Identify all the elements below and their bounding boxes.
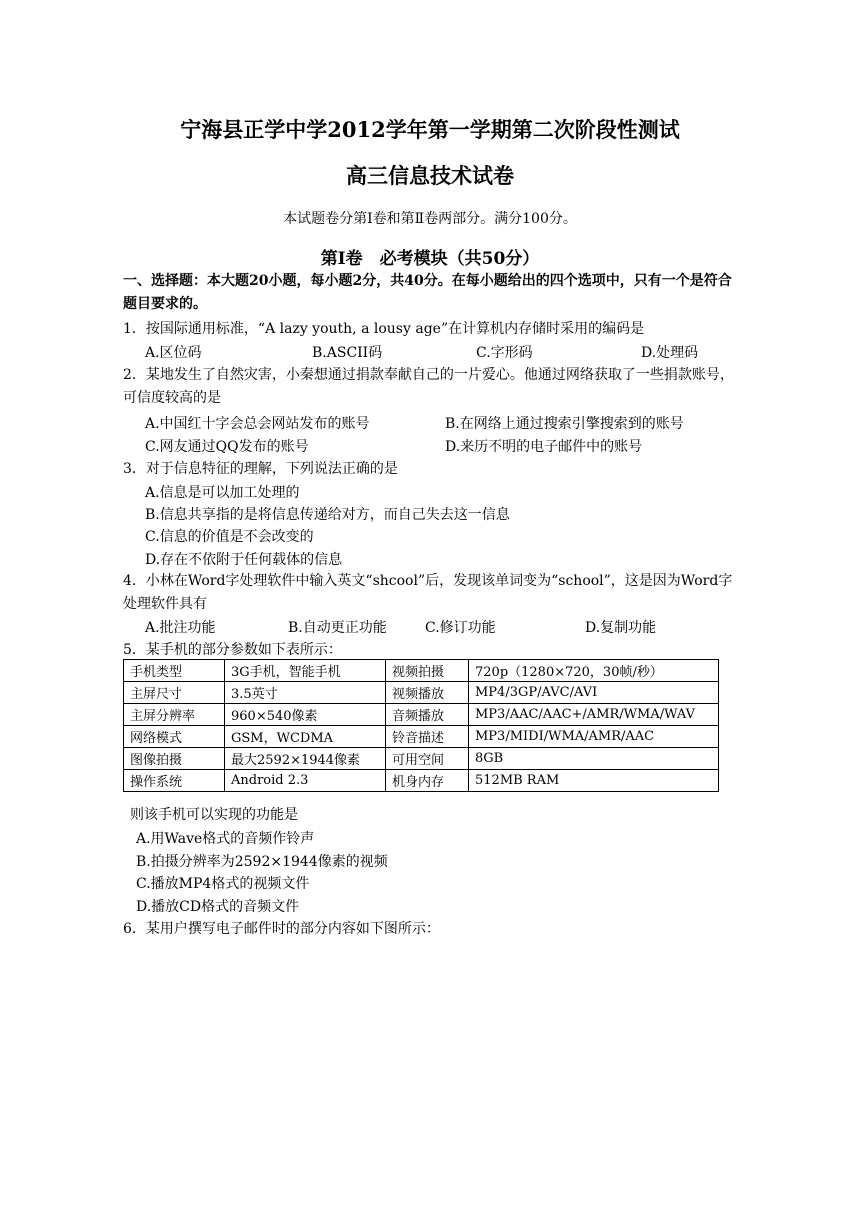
table-cell: 3.5英寸 [225, 682, 386, 704]
table-cell: MP3/AAC/AAC+/AMR/WMA/WAV [469, 704, 719, 726]
q3-option-b: B.信息共享指的是将信息传递给对方，而自己失去这一信息 [145, 507, 510, 523]
q5-option-a: A.用Wave格式的音频作铃声 [136, 831, 315, 847]
table-row [124, 748, 719, 770]
q2-option-b: B.在网络上通过搜索引擎搜索到的账号 [445, 416, 684, 432]
q2-option-d: D.来历不明的电子邮件中的账号 [445, 439, 643, 455]
table-cell: 8GB [469, 748, 719, 770]
table-row [124, 726, 719, 748]
table-cell: 最大2592×1944像素 [225, 748, 386, 770]
exam-subtitle: 高三信息技术试卷 [346, 163, 514, 188]
section-title: 第Ⅰ卷 必考模块（共50分） [320, 249, 540, 269]
q1-option-c: C.字形码 [476, 345, 533, 361]
q3-option-c: C.信息的价值是不会改变的 [145, 529, 314, 545]
table-cell: Android 2.3 [225, 770, 386, 792]
q3-stem: 3．对于信息特征的理解，下列说法正确的是 [123, 461, 398, 477]
table-cell: 主屏分辨率 [124, 704, 225, 726]
phone-spec-table [123, 659, 719, 792]
q2-option-a: A.中国红十字会总会网站发布的账号 [145, 416, 370, 432]
q1-stem: 1．按国际通用标准，“A lazy youth, a lousy age”在计算机内存储时采用的编码是 [123, 321, 645, 337]
table-cell: GSM，WCDMA [225, 726, 386, 748]
q2-stem: 2．某地发生了自然灾害，小秦想通过捐款奉献自己的一片爱心。他通过网络获取了一些捐款账号，可信度较高的是 [123, 367, 734, 406]
q3-option-d: D.存在不依附于任何载体的信息 [145, 552, 343, 568]
table-cell: MP3/MIDI/WMA/AMR/AAC [469, 726, 719, 748]
q6-stem: 6．某用户撰写电子邮件时的部分内容如下图所示： [123, 921, 440, 937]
table-cell: 3G手机，智能手机 [225, 660, 386, 682]
table-cell: 手机类型 [124, 660, 225, 682]
score-note: 本试题卷分第Ⅰ卷和第Ⅱ卷两部分。满分100分。 [283, 211, 577, 227]
q1-option-d: D.处理码 [641, 345, 699, 361]
q5-option-d: D.播放CD格式的音频文件 [136, 899, 300, 915]
q4-option-b: B.自动更正功能 [288, 620, 387, 636]
q5-after: 则该手机可以实现的功能是 [130, 807, 298, 823]
table-cell: 512MB RAM [469, 770, 719, 792]
q4-option-d: D.复制功能 [585, 620, 657, 636]
q1-option-a: A.区位码 [145, 345, 202, 361]
table-cell: 网络模式 [124, 726, 225, 748]
table-cell: 铃音描述 [386, 726, 469, 748]
q4-stem: 4．小林在Word字处理软件中输入英文“shcool”后，发现该单词变为“school”，这是因为Word字处理软件具有 [123, 573, 733, 612]
table-cell: 机身内存 [386, 770, 469, 792]
table-cell: 可用空间 [386, 748, 469, 770]
q5-option-c: C.播放MP4格式的视频文件 [136, 876, 310, 892]
table-cell: 视频播放 [386, 682, 469, 704]
q5-option-b: B.拍摄分辨率为2592×1944像素的视频 [136, 854, 388, 870]
q4-option-a: A.批注功能 [145, 620, 216, 636]
table-cell: 音频播放 [386, 704, 469, 726]
section-instruction: 一、选择题：本大题20小题，每小题2分，共40分。在每小题给出的四个选项中，只有一个是符合题目要求的。 [123, 273, 732, 312]
table-cell: MP4/3GP/AVC/AVI [469, 682, 719, 704]
table-row [124, 682, 719, 704]
table-cell: 操作系统 [124, 770, 225, 792]
q2-option-c: C.网友通过QQ发布的账号 [145, 439, 309, 455]
exam-title: 宁海县正学中学2012学年第一学期第二次阶段性测试 [180, 117, 680, 142]
q4-option-c: C.修订功能 [425, 620, 496, 636]
table-cell: 视频拍摄 [386, 660, 469, 682]
table-cell: 720p（1280×720，30帧/秒） [469, 660, 719, 682]
table-cell: 图像拍摄 [124, 748, 225, 770]
q5-stem: 5．某手机的部分参数如下表所示： [123, 642, 342, 658]
table-cell: 主屏尺寸 [124, 682, 225, 704]
table-row [124, 770, 719, 792]
table-row [124, 704, 719, 726]
table-row [124, 660, 719, 682]
table-cell: 960×540像素 [225, 704, 386, 726]
q1-option-b: B.ASCII码 [312, 345, 383, 361]
q3-option-a: A.信息是可以加工处理的 [145, 485, 300, 501]
